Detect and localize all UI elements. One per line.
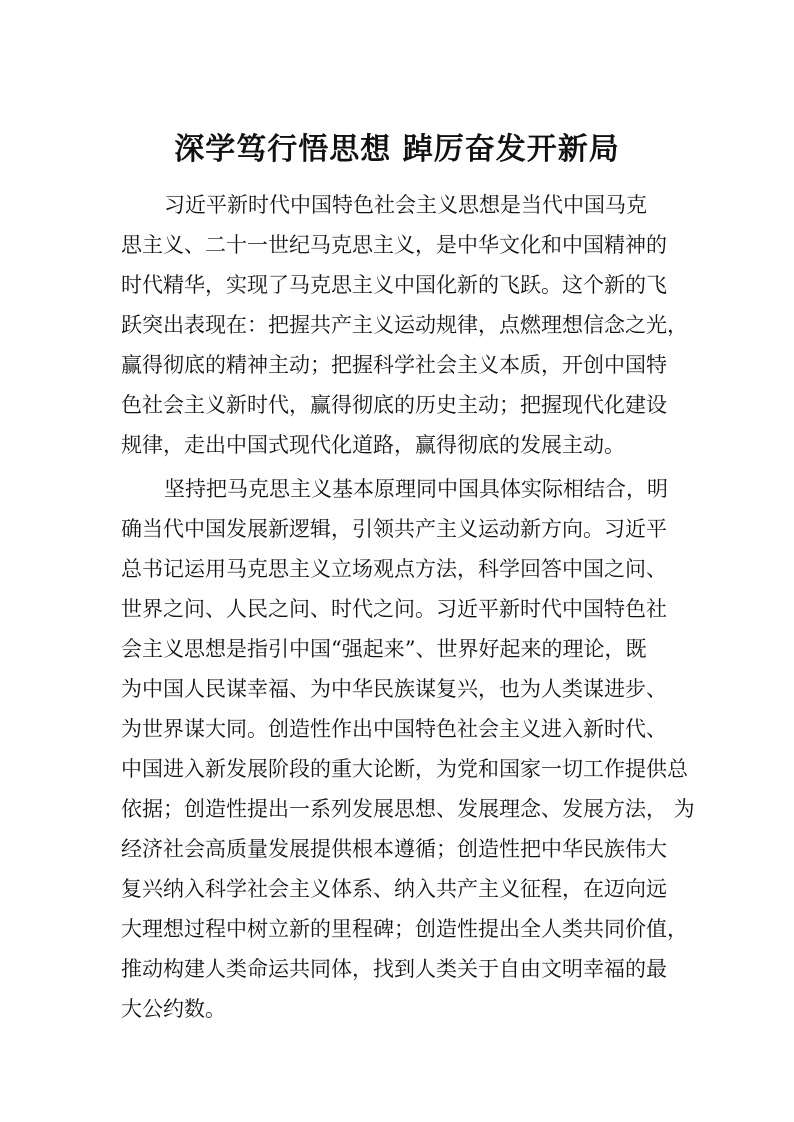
paragraph-2-line-3: 总书记运用马克思主义立场观点方法，科学回答中国之问、 <box>121 557 667 581</box>
paragraph-2-line-5: 会主义思想是指引中国“强起来”、世界好起来的理论，既 <box>121 637 647 661</box>
paragraph-2-line-13: 推动构建人类命运共同体，找到人类关于自由文明幸福的最 <box>121 957 667 981</box>
paragraph-1-line-5: 赢得彻底的精神主动；把握科学社会主义本质，开创中国特 <box>121 353 667 377</box>
paragraph-1-line-1: 习近平新时代中国特色社会主义思想是当代中国马克 <box>164 193 647 217</box>
paragraph-1-line-6: 色社会主义新时代，赢得彻底的历史主动；把握现代化建设 <box>121 393 667 417</box>
paragraph-2-line-7: 为世界谋大同。创造性作出中国特色社会主义进入新时代、 <box>121 717 667 741</box>
paragraph-2-line-11: 复兴纳入科学社会主义体系、纳入共产主义征程，在迈向远 <box>121 877 667 901</box>
paragraph-2-line-14: 大公约数。 <box>121 997 226 1021</box>
paragraph-2-line-1: 坚持把马克思主义基本原理同中国具体实际相结合，明 <box>164 477 668 501</box>
document-title: 深学笃行悟思想 踔厉奋发开新局 <box>174 132 620 167</box>
paragraph-1-line-4: 跃突出表现在：把握共产主义运动规律，点燃理想信念之光， <box>121 313 688 337</box>
paragraph-2-line-4: 世界之问、人民之问、时代之问。习近平新时代中国特色社 <box>121 597 667 621</box>
paragraph-1-line-3: 时代精华，实现了马克思主义中国化新的飞跃。这个新的飞 <box>121 273 667 297</box>
paragraph-1-line-2: 思主义、二十一世纪马克思主义，是中华文化和中国精神的 <box>121 233 667 257</box>
paragraph-2-line-6: 为中国人民谋幸福、为中华民族谋复兴，也为人类谋进步、 <box>121 677 667 701</box>
paragraph-2-line-9: 依据；创造性提出一系列发展思想、发展理念、发展方法， 为 <box>121 797 695 821</box>
paragraph-2-line-12: 大理想过程中树立新的里程碑；创造性提出全人类共同价值， <box>121 917 688 941</box>
paragraph-1-line-7: 规律，走出中国式现代化道路，赢得彻底的发展主动。 <box>121 433 625 457</box>
paragraph-2-line-10: 经济社会高质量发展提供根本遵循；创造性把中华民族伟大 <box>121 837 667 861</box>
paragraph-2-line-8: 中国进入新发展阶段的重大论断，为党和国家一切工作提供总 <box>121 757 688 781</box>
paragraph-2-line-2: 确当代中国发展新逻辑，引领共产主义运动新方向。习近平 <box>121 517 667 541</box>
